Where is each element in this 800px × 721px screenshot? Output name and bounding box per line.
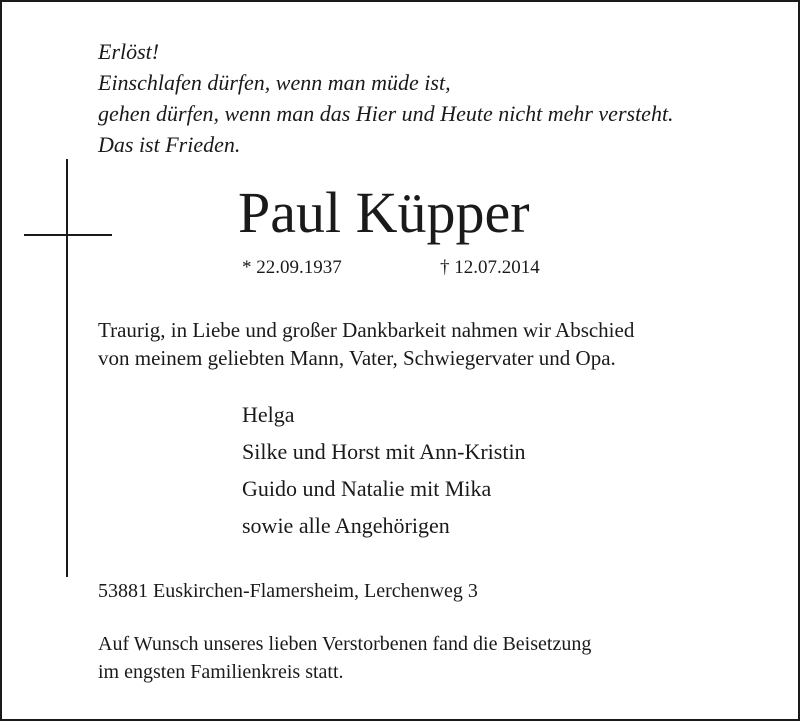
poem-line: Einschlafen dürfen, wenn man müde ist, <box>98 70 451 95</box>
life-dates <box>242 256 540 280</box>
mourner-item: sowie alle Angehörigen <box>242 513 450 538</box>
death-date: † 12.07.2014 <box>440 257 540 278</box>
birth-date: * 22.09.1937 <box>242 257 342 278</box>
mourner-item: Silke und Horst mit Ann-Kristin <box>242 439 526 464</box>
farewell-text <box>98 316 634 372</box>
cross-icon-vertical-bar <box>66 159 68 577</box>
closing-note <box>98 630 591 686</box>
poem-line: gehen dürfen, wenn man das Hier und Heute nicht mehr versteht. <box>98 101 674 126</box>
family-address: 53881 Euskirchen-Flamersheim, Lerchenweg 3 <box>98 580 478 602</box>
poem-line: Erlöst! <box>98 39 160 64</box>
mourners-list <box>242 396 526 544</box>
farewell-line: von meinem geliebten Mann, Vater, Schwiegervater und Opa. <box>98 346 616 370</box>
deceased-name: Paul Küpper <box>238 180 530 245</box>
mourner-item: Helga <box>242 402 295 427</box>
closing-line: im engsten Familienkreis statt. <box>98 661 344 683</box>
farewell-line: Traurig, in Liebe und großer Dankbarkeit nahmen wir Abschied <box>98 318 635 342</box>
mourner-item: Guido und Natalie mit Mika <box>242 476 492 501</box>
closing-line: Auf Wunsch unseres lieben Verstorbenen fand die Beisetzung <box>98 633 592 655</box>
cross-icon-horizontal-bar <box>24 234 112 236</box>
poem-line: Das ist Frieden. <box>98 132 241 157</box>
poem <box>98 36 674 160</box>
